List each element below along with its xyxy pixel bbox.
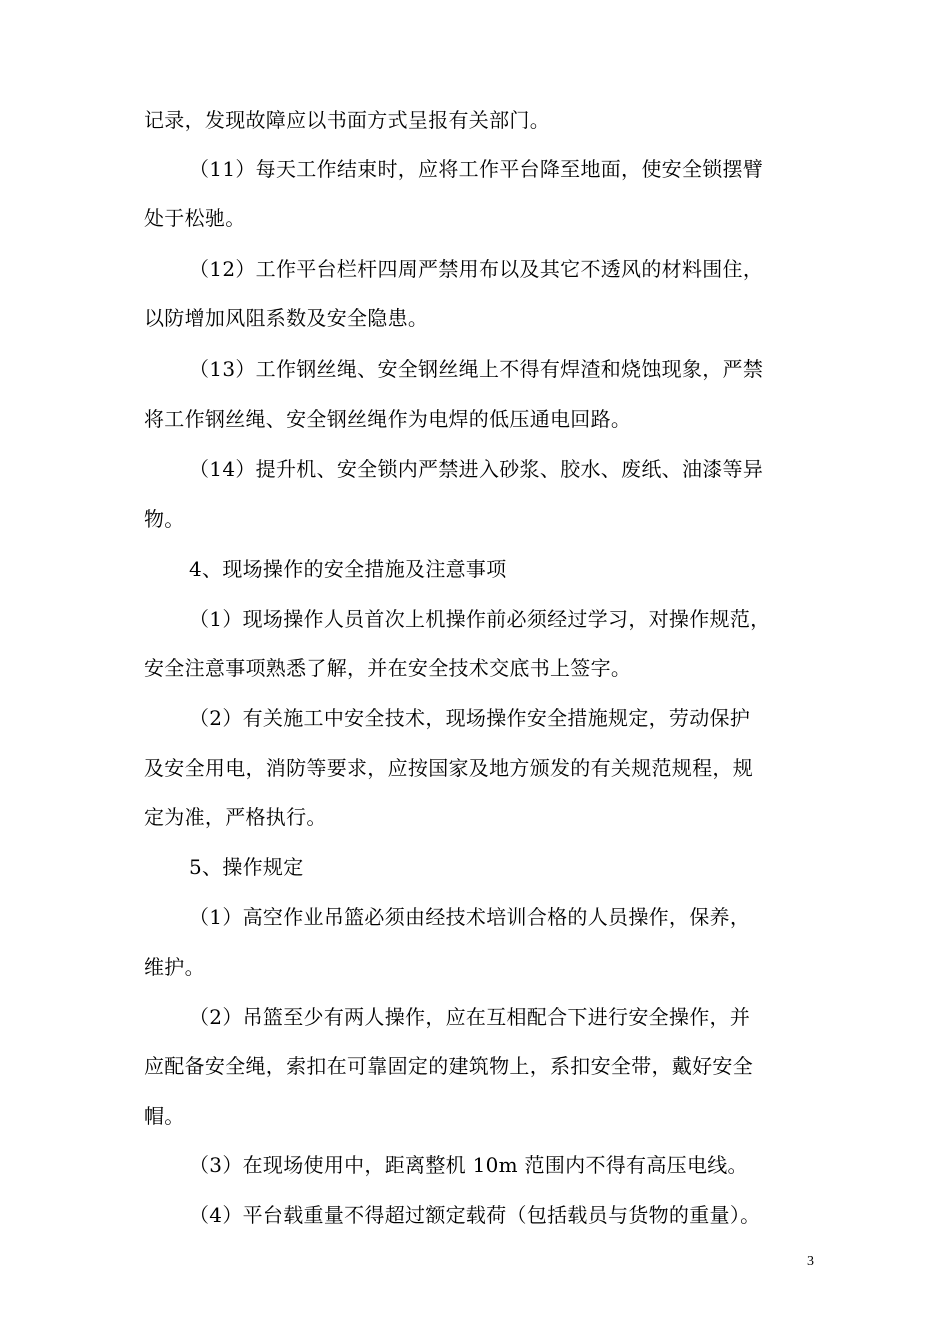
text-line: （4）平台载重量不得超过额定载荷（包括载员与货物的重量）。 — [189, 1203, 761, 1227]
section-heading: 4、现场操作的安全措施及注意事项 — [189, 557, 507, 581]
section-heading: 5、操作规定 — [189, 855, 304, 879]
text-line: 将工作钢丝绳、安全钢丝绳作为电焊的低压通电回路。 — [144, 407, 632, 431]
text-line: （2）吊篮至少有两人操作，应在互相配合下进行安全操作，并 — [189, 1005, 751, 1029]
text-line: （14）提升机、安全锁内严禁进入砂浆、胶水、废纸、油漆等异 — [189, 457, 764, 481]
text-line: 应配备安全绳，索扣在可靠固定的建筑物上，系扣安全带，戴好安全 — [144, 1054, 753, 1078]
text-line: （12）工作平台栏杆四周严禁用布以及其它不透风的材料围住， — [189, 257, 764, 281]
page-number: 3 — [807, 1254, 814, 1269]
text-line: 以防增加风阻系数及安全隐患。 — [144, 306, 429, 330]
text-line: 记录，发现故障应以书面方式呈报有关部门。 — [144, 108, 550, 132]
text-line: （1）高空作业吊篮必须由经技术培训合格的人员操作，保养， — [189, 905, 751, 929]
text-line: 安全注意事项熟悉了解，并在安全技术交底书上签字。 — [144, 656, 632, 680]
text-line: 物。 — [144, 507, 185, 531]
text-line: 帽。 — [144, 1104, 185, 1128]
text-line: （13）工作钢丝绳、安全钢丝绳上不得有焊渣和烧蚀现象，严禁 — [189, 357, 764, 381]
text-line: 维护。 — [144, 955, 205, 979]
text-line: （2）有关施工中安全技术，现场操作安全措施规定，劳动保护 — [189, 706, 751, 730]
text-line: （3）在现场使用中，距离整机 10m 范围内不得有高压电线。 — [189, 1153, 748, 1177]
text-line: （1）现场操作人员首次上机操作前必须经过学习，对操作规范， — [189, 607, 771, 631]
text-line: 定为准，严格执行。 — [144, 805, 327, 829]
text-line: （11）每天工作结束时，应将工作平台降至地面，使安全锁摆臂 — [189, 157, 764, 181]
text-line: 及安全用电，消防等要求，应按国家及地方颁发的有关规范规程，规 — [144, 756, 753, 780]
text-line: 处于松驰。 — [144, 206, 246, 230]
